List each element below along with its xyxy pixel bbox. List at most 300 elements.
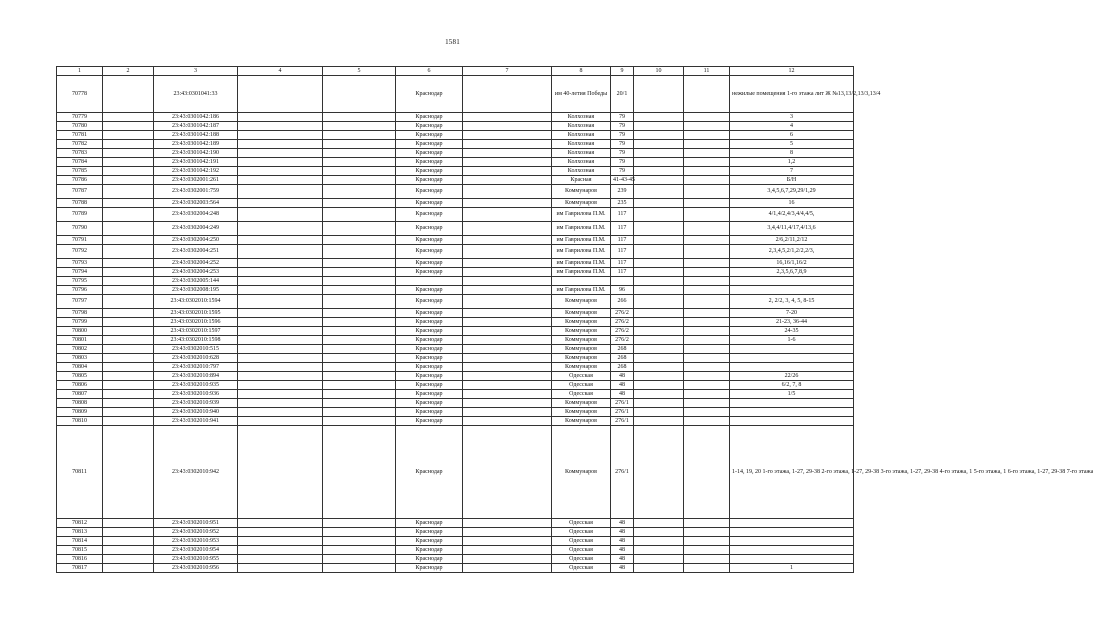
- premises-cell: [730, 519, 854, 528]
- record-number-cell: 70799: [57, 318, 103, 327]
- street-cell: Коммунаров: [552, 345, 611, 354]
- cell-4: [238, 519, 323, 528]
- table-row: [57, 122, 854, 131]
- street-cell: им Гаврилова П.М.: [552, 259, 611, 268]
- cell-4: [238, 318, 323, 327]
- cell-5: [323, 345, 396, 354]
- table-row: [57, 354, 854, 363]
- table-row: [57, 158, 854, 167]
- cell-10: [634, 122, 684, 131]
- premises-cell: 1-6: [730, 336, 854, 345]
- cell-10: [634, 363, 684, 372]
- cell-4: [238, 286, 323, 295]
- cadastral-number-cell: 23:43:0302004:249: [154, 222, 238, 236]
- city-cell: Краснодар: [396, 76, 463, 113]
- cell-4: [238, 185, 323, 199]
- cell-5: [323, 185, 396, 199]
- cell-7: [463, 268, 552, 277]
- house-number-cell: 276/1: [611, 417, 634, 426]
- house-number-cell: 79: [611, 158, 634, 167]
- cell-5: [323, 309, 396, 318]
- record-number-cell: 70787: [57, 185, 103, 199]
- cell-4: [238, 345, 323, 354]
- city-cell: Краснодар: [396, 354, 463, 363]
- cell-5: [323, 336, 396, 345]
- street-cell: им Гаврилова П.М.: [552, 236, 611, 245]
- cell-10: [634, 176, 684, 185]
- cadastral-number-cell: 23:43:0302004:251: [154, 245, 238, 259]
- street-cell: Коммунаров: [552, 318, 611, 327]
- cell-11: [684, 149, 730, 158]
- cell-4: [238, 176, 323, 185]
- cell-11: [684, 185, 730, 199]
- cell-7: [463, 176, 552, 185]
- cell-7: [463, 381, 552, 390]
- cell-7: [463, 399, 552, 408]
- premises-cell: [730, 555, 854, 564]
- table-row: [57, 245, 854, 259]
- cell-11: [684, 546, 730, 555]
- street-cell: [552, 277, 611, 286]
- cell-10: [634, 222, 684, 236]
- cell-4: [238, 309, 323, 318]
- city-cell: Краснодар: [396, 528, 463, 537]
- city-cell: Краснодар: [396, 245, 463, 259]
- cell-5: [323, 295, 396, 309]
- street-cell: Одесская: [552, 390, 611, 399]
- premises-cell: [730, 286, 854, 295]
- cell-2: [103, 208, 154, 222]
- house-number-cell: 79: [611, 122, 634, 131]
- cell-10: [634, 140, 684, 149]
- cell-10: [634, 167, 684, 176]
- cell-5: [323, 277, 396, 286]
- cell-4: [238, 537, 323, 546]
- cell-2: [103, 113, 154, 122]
- record-number-cell: 70779: [57, 113, 103, 122]
- table-row: [57, 199, 854, 208]
- column-header: 1: [57, 67, 103, 76]
- cell-11: [684, 286, 730, 295]
- record-number-cell: 70811: [57, 426, 103, 519]
- record-number-cell: 70809: [57, 408, 103, 417]
- cell-5: [323, 417, 396, 426]
- cell-7: [463, 222, 552, 236]
- record-number-cell: 70785: [57, 167, 103, 176]
- cell-5: [323, 259, 396, 268]
- cell-11: [684, 113, 730, 122]
- premises-cell: [730, 363, 854, 372]
- table-row: [57, 345, 854, 354]
- cell-7: [463, 236, 552, 245]
- cell-5: [323, 208, 396, 222]
- house-number-cell: 20/1: [611, 76, 634, 113]
- column-header: 9: [611, 67, 634, 76]
- cell-11: [684, 564, 730, 573]
- record-number-cell: 70816: [57, 555, 103, 564]
- cell-2: [103, 336, 154, 345]
- street-cell: Коммунаров: [552, 363, 611, 372]
- cell-2: [103, 372, 154, 381]
- cell-11: [684, 390, 730, 399]
- cell-10: [634, 426, 684, 519]
- cell-7: [463, 158, 552, 167]
- cell-2: [103, 408, 154, 417]
- city-cell: Краснодар: [396, 149, 463, 158]
- cell-4: [238, 277, 323, 286]
- cell-10: [634, 417, 684, 426]
- house-number-cell: 48: [611, 372, 634, 381]
- city-cell: Краснодар: [396, 286, 463, 295]
- cell-2: [103, 259, 154, 268]
- street-cell: Одесская: [552, 555, 611, 564]
- premises-cell: 1-14, 19, 20 1-го этажа, 1-27, 29-38 2-го этажа, 1-27, 29-38 3-го этажа, 1-27, 29-38 4-го этажа, 1 5-го этажа, 1 6-го этажа, 1-27, 29-38 7-го этажа: [730, 426, 854, 519]
- cell-5: [323, 372, 396, 381]
- premises-cell: [730, 408, 854, 417]
- city-cell: Краснодар: [396, 372, 463, 381]
- premises-cell: [730, 277, 854, 286]
- cell-11: [684, 426, 730, 519]
- house-number-cell: 276/1: [611, 408, 634, 417]
- house-number-cell: 79: [611, 131, 634, 140]
- cell-7: [463, 354, 552, 363]
- cell-2: [103, 426, 154, 519]
- cell-7: [463, 528, 552, 537]
- column-header: 4: [238, 67, 323, 76]
- premises-cell: [730, 399, 854, 408]
- street-cell: Одесская: [552, 546, 611, 555]
- column-header: 7: [463, 67, 552, 76]
- city-cell: Краснодар: [396, 222, 463, 236]
- cell-2: [103, 528, 154, 537]
- street-cell: им Гаврилова П.М.: [552, 245, 611, 259]
- cell-10: [634, 537, 684, 546]
- cell-4: [238, 140, 323, 149]
- cell-10: [634, 399, 684, 408]
- record-number-cell: 70798: [57, 309, 103, 318]
- premises-cell: [730, 345, 854, 354]
- street-cell: Одесская: [552, 519, 611, 528]
- cell-5: [323, 286, 396, 295]
- street-cell: Красная: [552, 176, 611, 185]
- cell-7: [463, 336, 552, 345]
- cell-11: [684, 363, 730, 372]
- cell-10: [634, 277, 684, 286]
- cadastral-number-cell: 23:43:0302010:940: [154, 408, 238, 417]
- cell-4: [238, 113, 323, 122]
- table-row: [57, 113, 854, 122]
- cell-5: [323, 199, 396, 208]
- cell-7: [463, 372, 552, 381]
- cell-4: [238, 528, 323, 537]
- city-cell: Краснодар: [396, 519, 463, 528]
- record-number-cell: 70793: [57, 259, 103, 268]
- cell-7: [463, 519, 552, 528]
- cell-5: [323, 318, 396, 327]
- premises-cell: 8: [730, 149, 854, 158]
- cell-4: [238, 295, 323, 309]
- table-row: [57, 268, 854, 277]
- cell-10: [634, 236, 684, 245]
- city-cell: Краснодар: [396, 555, 463, 564]
- house-number-cell: 48: [611, 528, 634, 537]
- cell-5: [323, 76, 396, 113]
- premises-cell: Б/Н: [730, 176, 854, 185]
- house-number-cell: 117: [611, 222, 634, 236]
- cell-2: [103, 268, 154, 277]
- street-cell: Коммунаров: [552, 426, 611, 519]
- cell-5: [323, 236, 396, 245]
- record-number-cell: 70803: [57, 354, 103, 363]
- cell-4: [238, 259, 323, 268]
- house-number-cell: 96: [611, 286, 634, 295]
- cell-10: [634, 113, 684, 122]
- premises-cell: 16,16/1,16/2: [730, 259, 854, 268]
- cell-4: [238, 268, 323, 277]
- cell-2: [103, 564, 154, 573]
- cell-7: [463, 295, 552, 309]
- cadastral-number-cell: 23:43:0302004:248: [154, 208, 238, 222]
- cadastral-number-cell: 23:43:0302010:1597: [154, 327, 238, 336]
- cadastral-number-cell: 23:43:0301042:192: [154, 167, 238, 176]
- cell-2: [103, 76, 154, 113]
- house-number-cell: 266: [611, 295, 634, 309]
- table-row: [57, 295, 854, 309]
- record-number-cell: 70806: [57, 381, 103, 390]
- cell-5: [323, 399, 396, 408]
- cell-7: [463, 345, 552, 354]
- house-number-cell: 48: [611, 390, 634, 399]
- cell-10: [634, 345, 684, 354]
- cadastral-number-cell: 23:43:0302003:564: [154, 199, 238, 208]
- table-row: [57, 167, 854, 176]
- record-number-cell: 70805: [57, 372, 103, 381]
- cell-7: [463, 259, 552, 268]
- cell-10: [634, 390, 684, 399]
- cell-4: [238, 236, 323, 245]
- page-number: 1581: [445, 38, 460, 46]
- house-number-cell: 117: [611, 268, 634, 277]
- cell-5: [323, 131, 396, 140]
- cell-10: [634, 76, 684, 113]
- premises-cell: 2, 2/2, 3, 4, 5, 8-15: [730, 295, 854, 309]
- cell-11: [684, 336, 730, 345]
- premises-cell: 3: [730, 113, 854, 122]
- cell-10: [634, 327, 684, 336]
- street-cell: им Гаврилова П.М.: [552, 268, 611, 277]
- cadastral-number-cell: 23:43:0302010:935: [154, 381, 238, 390]
- cell-7: [463, 199, 552, 208]
- cadastral-number-cell: 23:43:0302010:952: [154, 528, 238, 537]
- table-row: [57, 555, 854, 564]
- cell-7: [463, 555, 552, 564]
- cell-10: [634, 295, 684, 309]
- cell-11: [684, 158, 730, 167]
- cell-10: [634, 408, 684, 417]
- cell-2: [103, 417, 154, 426]
- cell-4: [238, 158, 323, 167]
- cell-11: [684, 76, 730, 113]
- cell-10: [634, 199, 684, 208]
- record-number-cell: 70780: [57, 122, 103, 131]
- city-cell: Краснодар: [396, 208, 463, 222]
- cell-2: [103, 149, 154, 158]
- cell-11: [684, 555, 730, 564]
- cadastral-number-cell: 23:43:0302010:1595: [154, 309, 238, 318]
- street-cell: им Гаврилова П.М.: [552, 286, 611, 295]
- table-row: [57, 140, 854, 149]
- cell-11: [684, 345, 730, 354]
- record-number-cell: 70813: [57, 528, 103, 537]
- street-cell: Колхозная: [552, 131, 611, 140]
- cell-5: [323, 222, 396, 236]
- cell-2: [103, 176, 154, 185]
- cell-2: [103, 131, 154, 140]
- cell-10: [634, 381, 684, 390]
- cell-2: [103, 185, 154, 199]
- cell-2: [103, 140, 154, 149]
- record-number-cell: 70815: [57, 546, 103, 555]
- city-cell: Краснодар: [396, 408, 463, 417]
- street-cell: Коммунаров: [552, 408, 611, 417]
- cell-11: [684, 268, 730, 277]
- premises-cell: 4/1,4/2,4/3,4/4,4/5,: [730, 208, 854, 222]
- city-cell: Краснодар: [396, 327, 463, 336]
- cadastral-number-cell: 23:43:0302010:1596: [154, 318, 238, 327]
- house-number-cell: 276/2: [611, 336, 634, 345]
- record-number-cell: 70812: [57, 519, 103, 528]
- street-cell: Коммунаров: [552, 336, 611, 345]
- city-cell: Краснодар: [396, 295, 463, 309]
- city-cell: [396, 277, 463, 286]
- cell-11: [684, 417, 730, 426]
- cell-10: [634, 158, 684, 167]
- premises-cell: нежилые помещения 1-го этажа лит Ж №13,13/2,13/3,13/4: [730, 76, 854, 113]
- cell-7: [463, 185, 552, 199]
- house-number-cell: 276/2: [611, 309, 634, 318]
- cell-2: [103, 236, 154, 245]
- house-number-cell: 268: [611, 354, 634, 363]
- city-cell: Краснодар: [396, 345, 463, 354]
- premises-cell: 4: [730, 122, 854, 131]
- cell-4: [238, 199, 323, 208]
- record-number-cell: 70783: [57, 149, 103, 158]
- table-row: [57, 327, 854, 336]
- cell-5: [323, 176, 396, 185]
- cell-11: [684, 295, 730, 309]
- cell-2: [103, 390, 154, 399]
- street-cell: Колхозная: [552, 149, 611, 158]
- cadastral-number-cell: 23:43:0301042:189: [154, 140, 238, 149]
- house-number-cell: 117: [611, 236, 634, 245]
- cell-5: [323, 408, 396, 417]
- premises-cell: [730, 417, 854, 426]
- cell-4: [238, 208, 323, 222]
- record-number-cell: 70808: [57, 399, 103, 408]
- premises-cell: 7: [730, 167, 854, 176]
- cell-2: [103, 286, 154, 295]
- city-cell: Краснодар: [396, 336, 463, 345]
- house-number-cell: 268: [611, 345, 634, 354]
- city-cell: Краснодар: [396, 176, 463, 185]
- cell-11: [684, 122, 730, 131]
- cell-2: [103, 399, 154, 408]
- premises-cell: 6/2, 7, 8: [730, 381, 854, 390]
- cell-10: [634, 528, 684, 537]
- cell-10: [634, 208, 684, 222]
- cell-11: [684, 408, 730, 417]
- cell-10: [634, 318, 684, 327]
- house-number-cell: 276/2: [611, 327, 634, 336]
- table-row: [57, 381, 854, 390]
- cell-5: [323, 167, 396, 176]
- cell-11: [684, 318, 730, 327]
- cadastral-number-cell: 23:43:0301041:33: [154, 76, 238, 113]
- header-row: [57, 67, 854, 76]
- cell-7: [463, 390, 552, 399]
- cell-2: [103, 122, 154, 131]
- table-row: [57, 546, 854, 555]
- premises-cell: 24-35: [730, 327, 854, 336]
- house-number-cell: 79: [611, 113, 634, 122]
- table-row: [57, 309, 854, 318]
- premises-cell: [730, 546, 854, 555]
- record-number-cell: 70788: [57, 199, 103, 208]
- cell-10: [634, 185, 684, 199]
- cell-5: [323, 140, 396, 149]
- cell-2: [103, 158, 154, 167]
- cadastral-number-cell: 23:43:0302004:253: [154, 268, 238, 277]
- street-cell: им 40-летия Победы: [552, 76, 611, 113]
- cell-4: [238, 555, 323, 564]
- cell-7: [463, 363, 552, 372]
- record-number-cell: 70796: [57, 286, 103, 295]
- cell-10: [634, 131, 684, 140]
- record-number-cell: 70778: [57, 76, 103, 113]
- premises-cell: 22/26: [730, 372, 854, 381]
- cadastral-number-cell: 23:43:0302010:936: [154, 390, 238, 399]
- cell-2: [103, 363, 154, 372]
- cell-11: [684, 537, 730, 546]
- table-row: [57, 76, 854, 113]
- house-number-cell: 48: [611, 546, 634, 555]
- column-header: 10: [634, 67, 684, 76]
- cell-5: [323, 245, 396, 259]
- cell-5: [323, 363, 396, 372]
- cell-2: [103, 537, 154, 546]
- cadastral-number-cell: 23:43:0302010:954: [154, 546, 238, 555]
- cell-4: [238, 426, 323, 519]
- record-number-cell: 70807: [57, 390, 103, 399]
- cell-5: [323, 149, 396, 158]
- city-cell: Краснодар: [396, 417, 463, 426]
- column-header: 2: [103, 67, 154, 76]
- cell-5: [323, 327, 396, 336]
- cell-11: [684, 176, 730, 185]
- cadastral-number-cell: 23:43:0302004:252: [154, 259, 238, 268]
- cell-11: [684, 208, 730, 222]
- record-number-cell: 70817: [57, 564, 103, 573]
- cell-11: [684, 199, 730, 208]
- house-number-cell: 79: [611, 167, 634, 176]
- cadastral-number-cell: 23:43:0302010:956: [154, 564, 238, 573]
- house-number-cell: 79: [611, 149, 634, 158]
- cell-5: [323, 555, 396, 564]
- premises-cell: 16: [730, 199, 854, 208]
- column-header: 5: [323, 67, 396, 76]
- cell-7: [463, 76, 552, 113]
- city-cell: Краснодар: [396, 390, 463, 399]
